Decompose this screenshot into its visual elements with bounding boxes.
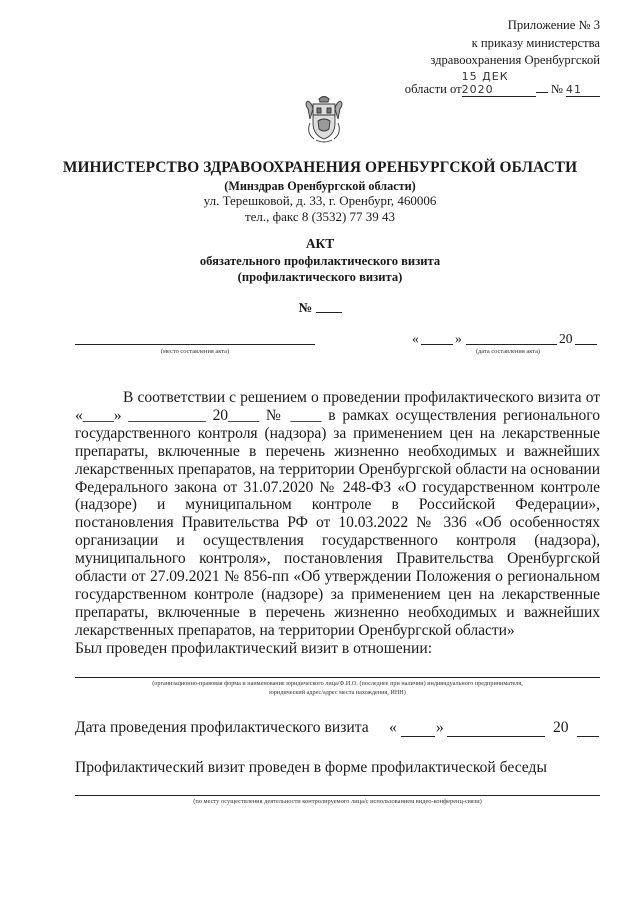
act-subtitle-paren: (профилактического визита) xyxy=(237,270,403,284)
act-title: АКТ xyxy=(305,236,335,251)
date-caption: (дата составления акта) xyxy=(475,348,541,355)
place-field[interactable] xyxy=(75,344,315,345)
date-day-field[interactable] xyxy=(421,344,453,345)
visit-date-year-prefix: 20 xyxy=(553,719,569,736)
main-paragraph: В соответствии с решением о проведении профилактического визита от «____» __________ 20____ № ____ в рамках осуществления регионального государственного контроля (надзора) за применением цен на лекарственные препараты, включенные в перечень жизненно необходимых и важнейших лекарственных препаратов, на территории Оренбургской области на основании Федерального закона от 31.07.2020 № 248-ФЗ «О государственном контроле (надзоре) и муниципальном контроле в Российской Федерации», постановления Правительства РФ от 10.03.2022 № 336 «Об особенностях организации и осуществления государственного контроля (надзора), муниципального контроля», постановления Правительства Оренбургской области от 27.09.2021 № 856-пп «Об утверждении Положения о региональном государственном контроле (надзоре) за применением цен на лекарственные препараты, включенные в перечень жизненно необходимых и важнейших лекарственных препаратов, на территории Оренбургской области» xyxy=(75,389,600,639)
act-number-label: № xyxy=(298,300,313,315)
date-quote-close: » xyxy=(455,331,462,346)
visit-date-label: Дата проведения профилактического визита xyxy=(75,719,369,736)
organization-field[interactable] xyxy=(75,677,600,678)
act-number-field[interactable] xyxy=(316,312,342,313)
organization-caption-2: юридический адрес/адрес места нахождения, ИНН) xyxy=(269,689,406,696)
appendix-line2: к приказу министерства xyxy=(471,35,600,50)
appendix-date-prefix: области от xyxy=(404,81,462,96)
ministry-address: ул. Терешковой, д. 33, г. Оренбург, 460006 xyxy=(203,193,437,208)
date-quote-open: « xyxy=(412,331,419,346)
act-subtitle: обязательного профилактического визита xyxy=(199,254,441,268)
visit-relation-label: Был проведен профилактический визит в отношении: xyxy=(75,640,433,657)
appendix-block xyxy=(405,17,600,98)
date-month-field[interactable] xyxy=(466,344,557,345)
ministry-title: МИНИСТЕРСТВО ЗДРАВООХРАНЕНИЯ ОРЕНБУРГСКОЙ ОБЛАСТИ xyxy=(62,159,578,176)
appendix-number-prefix: № xyxy=(550,81,563,96)
act-number xyxy=(0,300,640,316)
ministry-phone: тел., факс 8 (3532) 77 39 43 xyxy=(244,209,396,224)
visit-date-quote-open: « xyxy=(389,719,397,736)
appendix-line4 xyxy=(405,70,600,99)
appendix-date-handwritten: 15 ДЕК 2020 xyxy=(462,70,536,97)
appendix-line1: Приложение № 3 xyxy=(507,18,600,32)
visit-date-month-field[interactable] xyxy=(447,736,545,737)
place-caption: (место составления акта) xyxy=(160,348,230,355)
organization-caption-1: (организационно-правовая форма и наименование юридического лица/Ф.И.О. (последнее при наличии) индивидуального предпринимателя, xyxy=(152,680,523,687)
date-year-field[interactable] xyxy=(575,344,597,345)
visit-date-year-field[interactable] xyxy=(577,736,599,737)
visit-form-text: Профилактический визит проведен в форме профилактической беседы xyxy=(75,759,547,776)
coat-of-arms-icon xyxy=(302,93,346,145)
visit-date-quote-close: » xyxy=(436,719,444,736)
visit-form-caption: (по месту осуществления деятельности контролируемого лица/с использованием видео-конференц-связи) xyxy=(193,798,482,805)
date-year-prefix: 20 xyxy=(559,331,573,346)
ministry-short: (Минздрав Оренбургской области) xyxy=(224,179,416,193)
appendix-number-handwritten: 41 xyxy=(566,83,600,97)
visit-date-day-field[interactable] xyxy=(401,736,435,737)
appendix-line3: здравоохранения Оренбургской xyxy=(430,53,600,67)
visit-form-field[interactable] xyxy=(75,795,600,796)
